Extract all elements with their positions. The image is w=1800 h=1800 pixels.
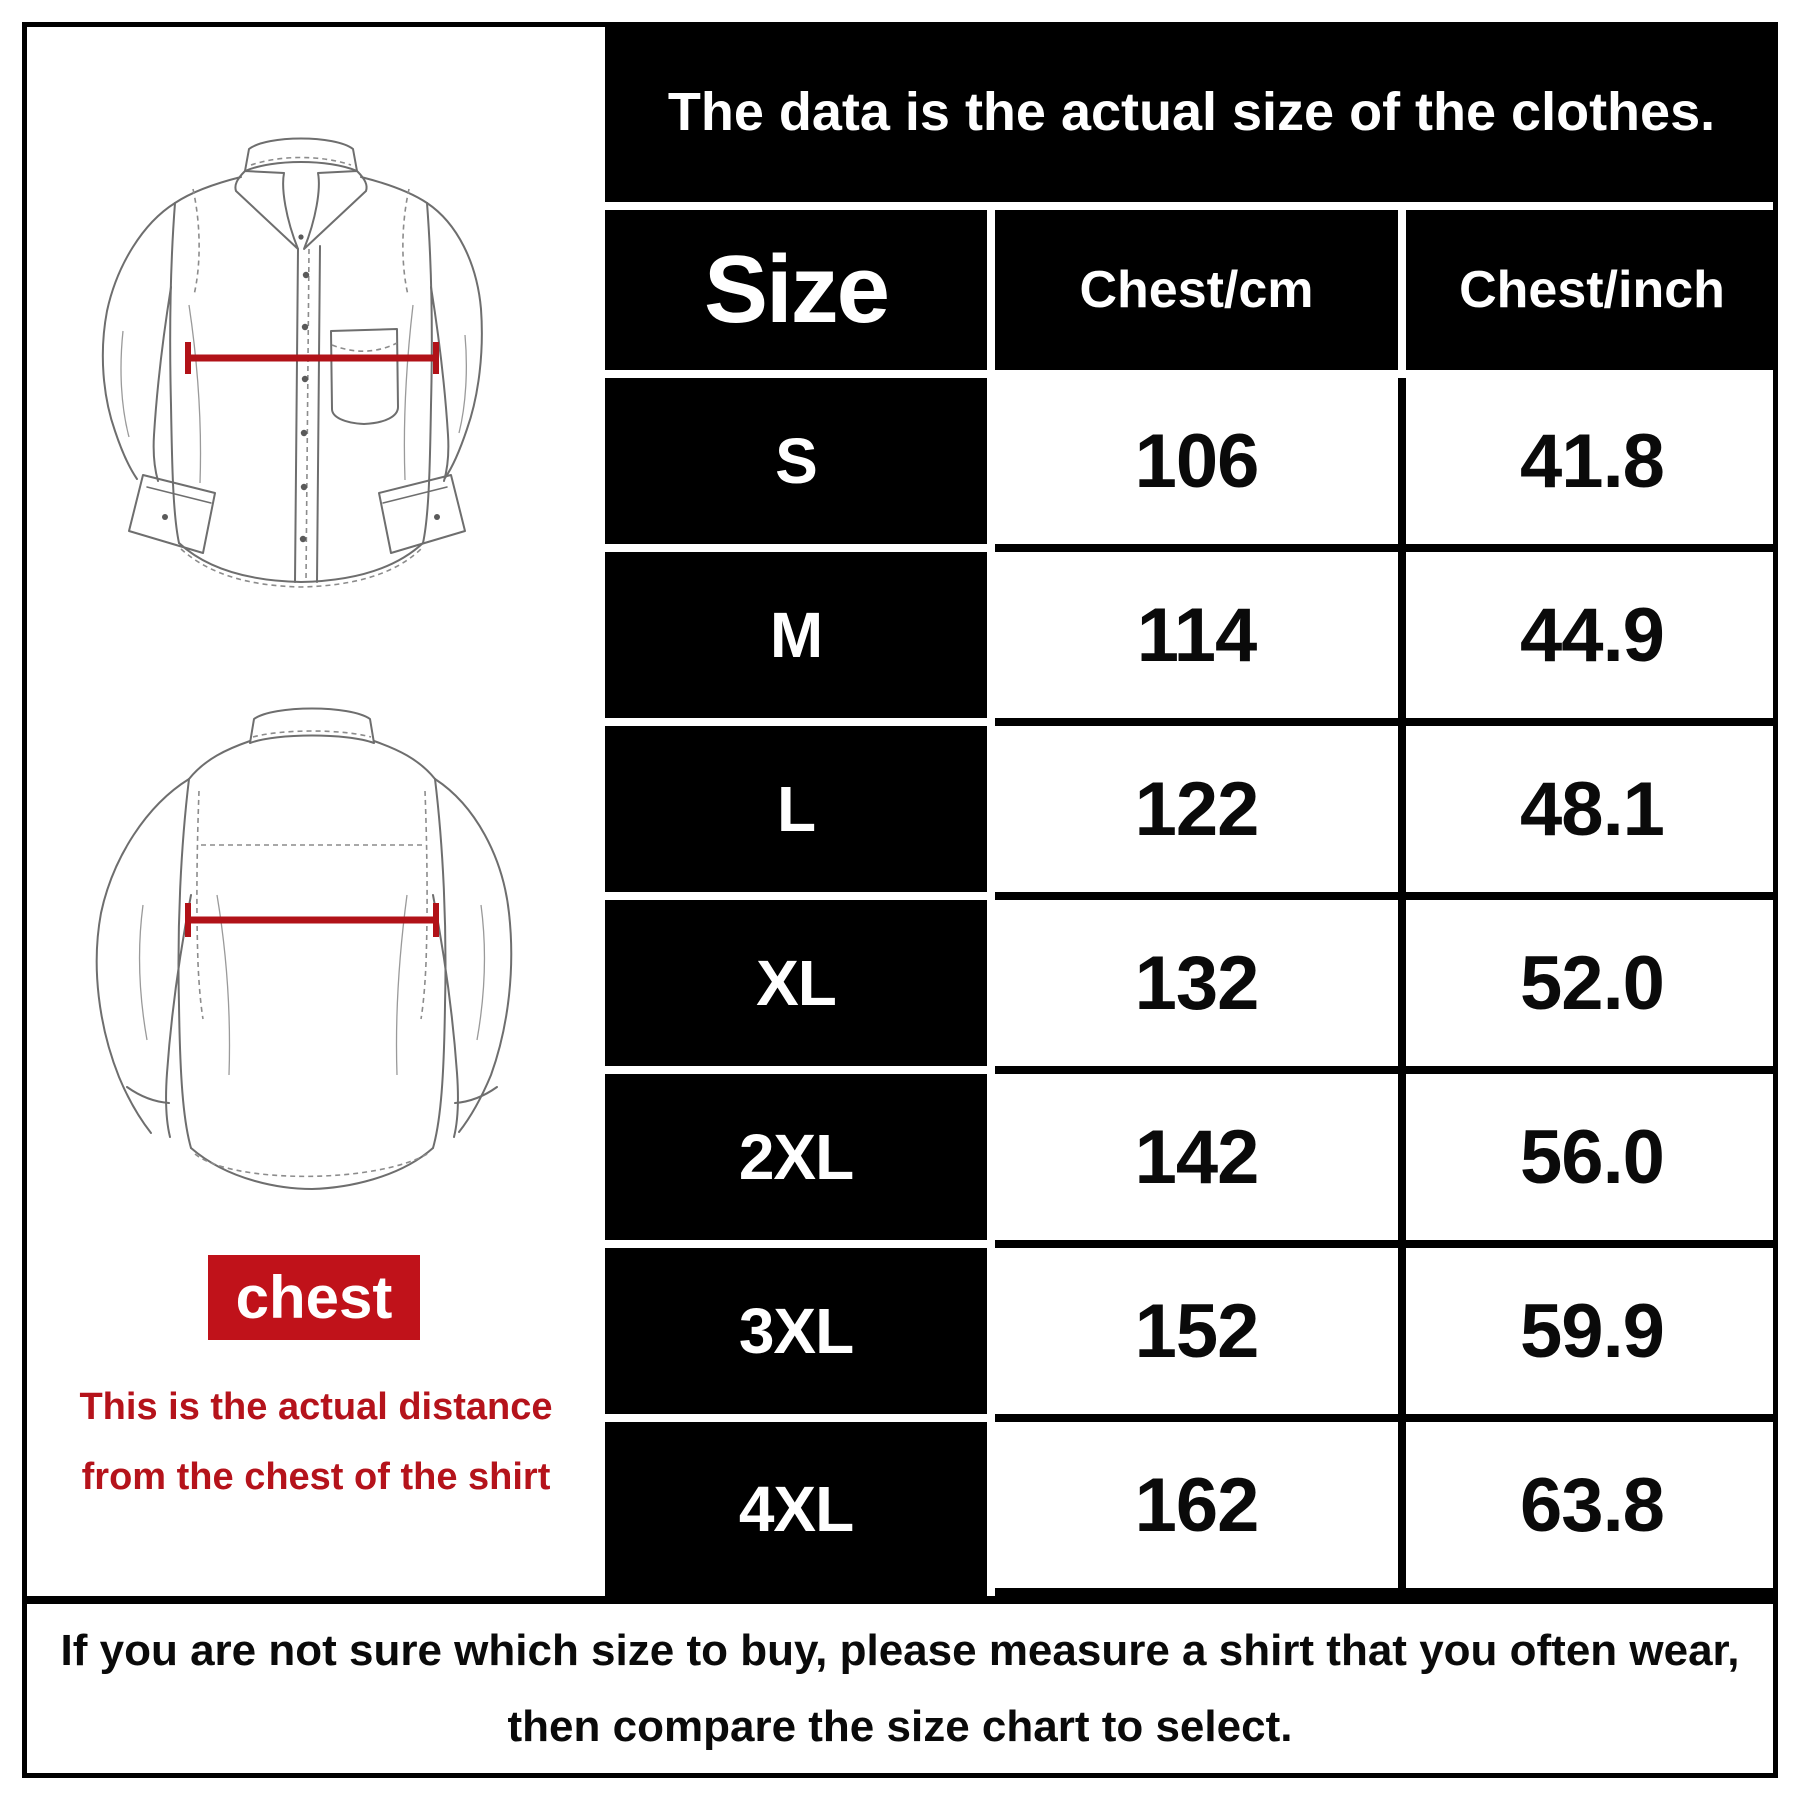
- chest-cm-cell: 162: [995, 1422, 1406, 1596]
- chest-cm-cell: 152: [995, 1248, 1406, 1422]
- size-cell: L: [605, 726, 987, 892]
- footer-line2: then compare the size chart to select.: [507, 1701, 1293, 1751]
- column-header-size: Size: [605, 210, 987, 370]
- chest-measurement-line-back: [187, 903, 437, 937]
- back-body: [178, 779, 191, 1148]
- chest-cm-cell: 106: [995, 378, 1406, 552]
- table-row: [605, 378, 1778, 552]
- footer-divider: [22, 1596, 1778, 1604]
- chest-inch-cell: 59.9: [1406, 1248, 1778, 1422]
- chest-inch-cell: 52.0: [1406, 900, 1778, 1074]
- size-cell: XL: [605, 900, 987, 1066]
- size-cell: 3XL: [605, 1248, 987, 1414]
- back-collar: [250, 709, 374, 744]
- table-row: [605, 900, 1778, 1074]
- column-header-chest-cm: Chest/cm: [995, 210, 1398, 370]
- table-header-row: [605, 210, 1778, 370]
- measurement-note-line2: from the chest of the shirt: [81, 1456, 551, 1498]
- column-header-chest-inch: Chest/inch: [1406, 210, 1778, 370]
- chest-cm-cell: 132: [995, 900, 1406, 1074]
- size-cell: M: [605, 552, 987, 718]
- back-left-sleeve: [97, 779, 189, 1133]
- front-right-cuff: [379, 475, 465, 553]
- chest-inch-cell: 41.8: [1406, 378, 1778, 552]
- table-row: [605, 1422, 1778, 1596]
- footer-line1: If you are not sure which size to buy, please measure a shirt that you often wear,: [60, 1625, 1740, 1675]
- footer-note: [27, 1604, 1773, 1773]
- chest-label-box: [208, 1255, 420, 1340]
- front-left-cuff: [129, 475, 215, 553]
- shirt-back-illustration: [77, 695, 517, 1195]
- chest-inch-cell: 63.8: [1406, 1422, 1778, 1596]
- measurement-note-line1: This is the actual distance: [79, 1386, 553, 1428]
- chest-cm-cell: 122: [995, 726, 1406, 900]
- size-cell: 4XL: [605, 1422, 987, 1596]
- chest-label: chest: [235, 1264, 393, 1331]
- table-row: [605, 1074, 1778, 1248]
- chest-cm-cell: 142: [995, 1074, 1406, 1248]
- front-right-sleeve: [427, 203, 482, 478]
- chest-inch-cell: 48.1: [1406, 726, 1778, 900]
- front-pocket: [331, 329, 398, 424]
- front-placket: [295, 249, 298, 582]
- chest-inch-cell: 44.9: [1406, 552, 1778, 726]
- size-table: [605, 22, 1778, 1604]
- front-collar: [245, 139, 357, 172]
- table-row: [605, 726, 1778, 900]
- chest-cm-cell: 114: [995, 552, 1406, 726]
- table-row: [605, 552, 1778, 726]
- size-cell: 2XL: [605, 1074, 987, 1240]
- size-cell: S: [605, 378, 987, 544]
- chest-measurement-line-front: [187, 342, 437, 374]
- table-row: [605, 1248, 1778, 1422]
- chest-inch-cell: 56.0: [1406, 1074, 1778, 1248]
- table-title: The data is the actual size of the clothes.: [605, 22, 1778, 202]
- front-body: [170, 203, 179, 543]
- shirt-front-illustration: [85, 125, 485, 595]
- left-panel: [27, 27, 605, 1596]
